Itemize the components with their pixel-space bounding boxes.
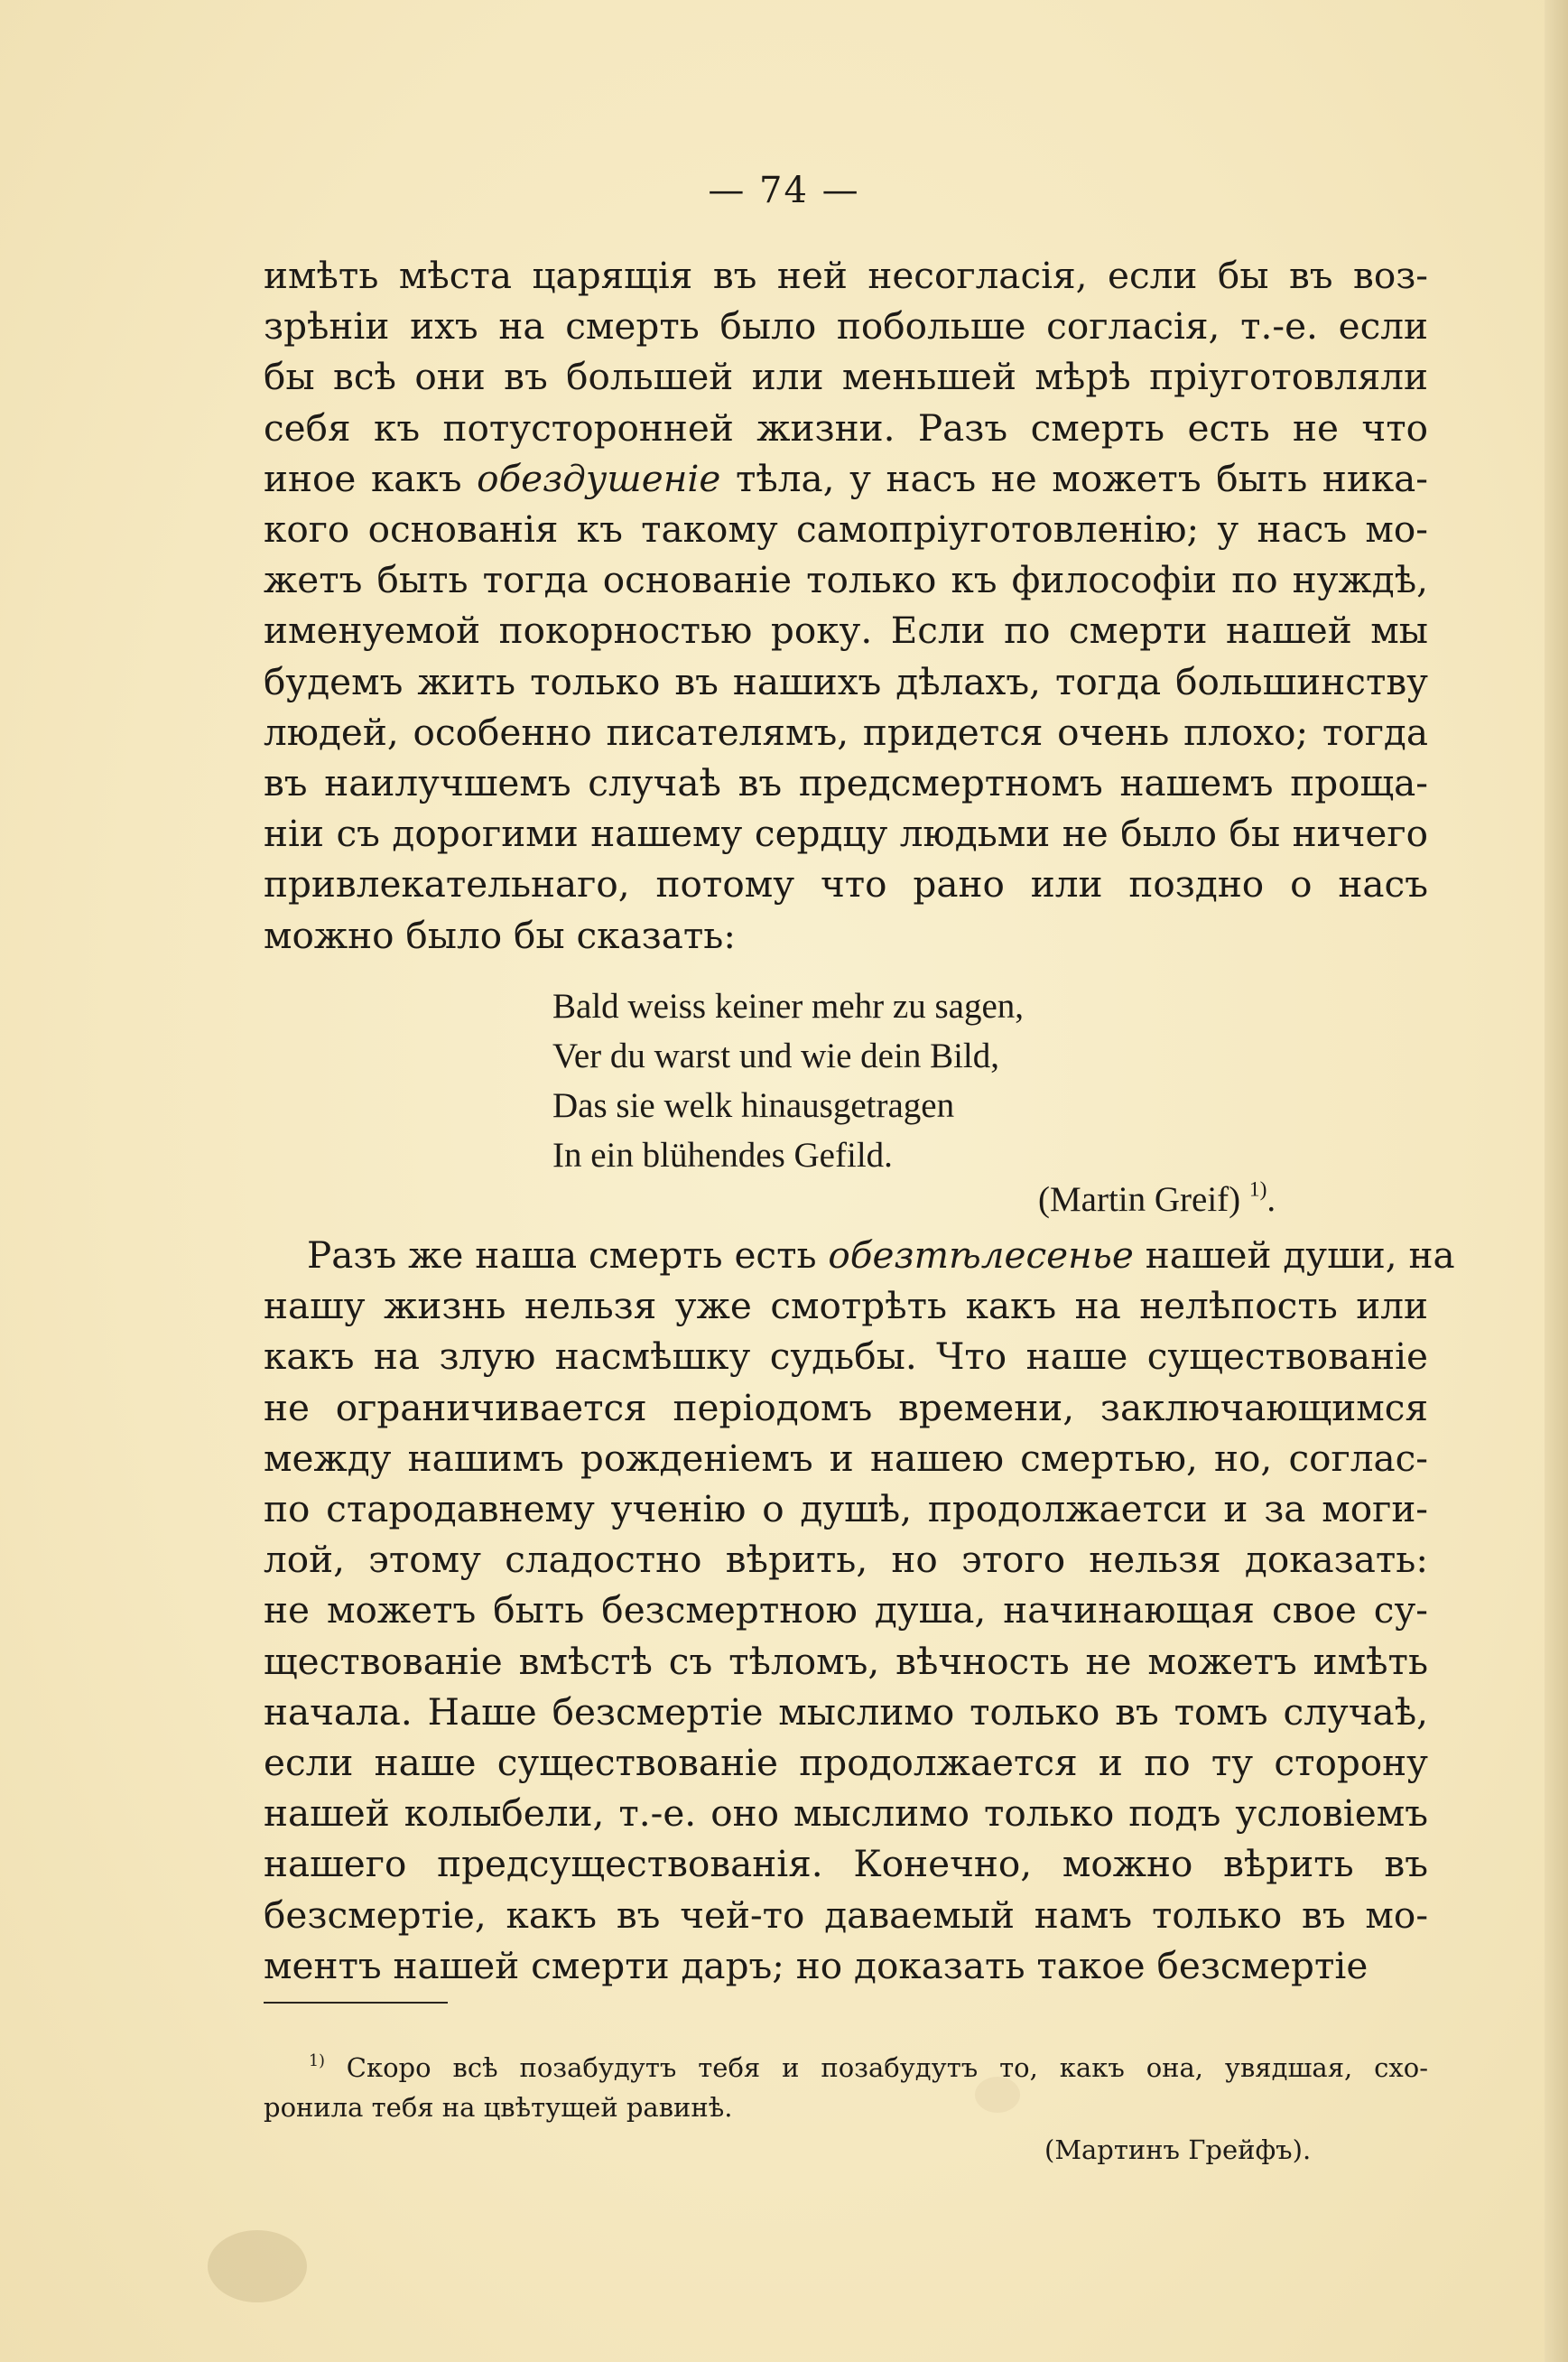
- text-line: жетъ быть тогда основаніе только къ философіи по нуждѣ,: [264, 558, 1428, 602]
- text-segment: тѣла, у насъ не можетъ быть ника-: [720, 456, 1428, 500]
- text-line: лой, этому сладостно вѣрить, но этого нельзя доказать:: [264, 1538, 1428, 1582]
- text-line: привлекательнаго, потому что рано или поздно о насъ: [264, 862, 1428, 907]
- italic-term: обезтѣлесенье: [828, 1233, 1134, 1277]
- poem-quote: [552, 981, 1024, 1180]
- footnote-line: [264, 2048, 1428, 2088]
- text-line: именуемой покорностью року. Если по смерти нашей мы: [264, 609, 1428, 653]
- footnote-marker: 1): [1248, 1177, 1267, 1202]
- text-line: бы всѣ они въ большей или меньшей мѣрѣ пріуготовляли: [264, 355, 1428, 399]
- text-line: по стародавнему ученію о душѣ, продолжаетси и за моги-: [264, 1487, 1428, 1531]
- footnote-text: Скоро всѣ позабудутъ тебя и позабудутъ то, какъ она, увядшая, схо-: [324, 2052, 1428, 2083]
- text-line: людей, особенно писателямъ, придется очень плохо; тогда: [264, 710, 1428, 754]
- paragraph-1: [264, 250, 1428, 961]
- footnote-attribution: (Мартинъ Грейфъ).: [1044, 2134, 1312, 2165]
- footnote-marker: 1): [309, 2051, 325, 2070]
- text-line: ментъ нашей смерти даръ; но доказать такое безсмертіе: [264, 1943, 1369, 1987]
- text-line: не можетъ быть безсмертною душа, начинающая свое су-: [264, 1588, 1428, 1632]
- text-line: начала. Наше безсмертіе мыслимо только въ томъ случаѣ,: [264, 1689, 1428, 1734]
- text-segment: нашей души, на: [1133, 1233, 1455, 1277]
- text-line: если наше существованіе продолжается и по ту сторону: [264, 1741, 1428, 1785]
- text-line: имѣть мѣста царящія въ ней несогласія, если бы въ воз-: [264, 254, 1428, 297]
- text-line: въ наилучшемъ случаѣ въ предсмертномъ нашемъ проща-: [264, 761, 1428, 805]
- poem-line: Bald weiss keiner mehr zu sagen,: [552, 987, 1025, 1026]
- poem-attribution-end: .: [1266, 1180, 1276, 1219]
- text-line: кого основанія къ такому самопріуготовленію; у насъ мо-: [264, 507, 1428, 552]
- text-line: можно было бы сказать:: [264, 913, 736, 957]
- text-line: нашу жизнь нельзя уже смотрѣть какъ на нелѣпость или: [264, 1284, 1428, 1328]
- text-line: нашей колыбели, т.-е. оно мыслимо только подъ условіемъ: [264, 1791, 1428, 1836]
- text-line: безсмертіе, какъ въ чей-то даваемый намъ только въ мо-: [264, 1892, 1428, 1937]
- text-line: ніи съ дорогими нашему сердцу людьми не было бы ничего: [264, 812, 1428, 856]
- italic-term: обездушеніе: [477, 456, 721, 500]
- poem-line: In ein blühendes Gefild.: [552, 1136, 893, 1175]
- text-line: ществованіе вмѣстѣ съ тѣломъ, вѣчность не можетъ имѣть: [264, 1639, 1428, 1683]
- text-line: нашего предсуществованія. Конечно, можно вѣрить въ: [264, 1842, 1428, 1886]
- poem-attribution: [1038, 1179, 1276, 1220]
- footnote-line: ронила тебя на цвѣтущей равинѣ.: [264, 2092, 733, 2123]
- text-line: себя къ потусторонней жизни. Разъ смерть есть не что: [264, 405, 1428, 450]
- text-line: [264, 1230, 1455, 1280]
- text-segment: иное какъ: [264, 456, 478, 500]
- page-edge: [1545, 0, 1568, 2362]
- paper-stain: [208, 2230, 307, 2302]
- footnote: [264, 2048, 1428, 2127]
- paragraph-2: [264, 1230, 1455, 1991]
- text-line: между нашимъ рожденіемъ и нашею смертью, но, соглас-: [264, 1436, 1428, 1480]
- text-line: не ограничивается періодомъ времени, заключающимся: [264, 1385, 1428, 1429]
- footnote-rule: [264, 2002, 448, 2004]
- page-number: — 74 —: [708, 170, 860, 211]
- text-line: [264, 453, 1428, 504]
- poem-line: Ver du warst und wie dein Bild,: [552, 1037, 1000, 1075]
- text-segment: Разъ же наша смерть есть: [307, 1233, 829, 1277]
- poem-attribution-text: (Martin Greif): [1038, 1180, 1241, 1219]
- poem-line: Das sie welk hinausgetragen: [552, 1086, 955, 1125]
- text-line: будемъ жить только въ нашихъ дѣлахъ, тогда большинству: [264, 659, 1428, 703]
- text-line: какъ на злую насмѣшку судьбы. Что наше существованіе: [264, 1334, 1428, 1379]
- text-line: зрѣніи ихъ на смерть было побольше согласія, т.-е. если: [264, 304, 1428, 349]
